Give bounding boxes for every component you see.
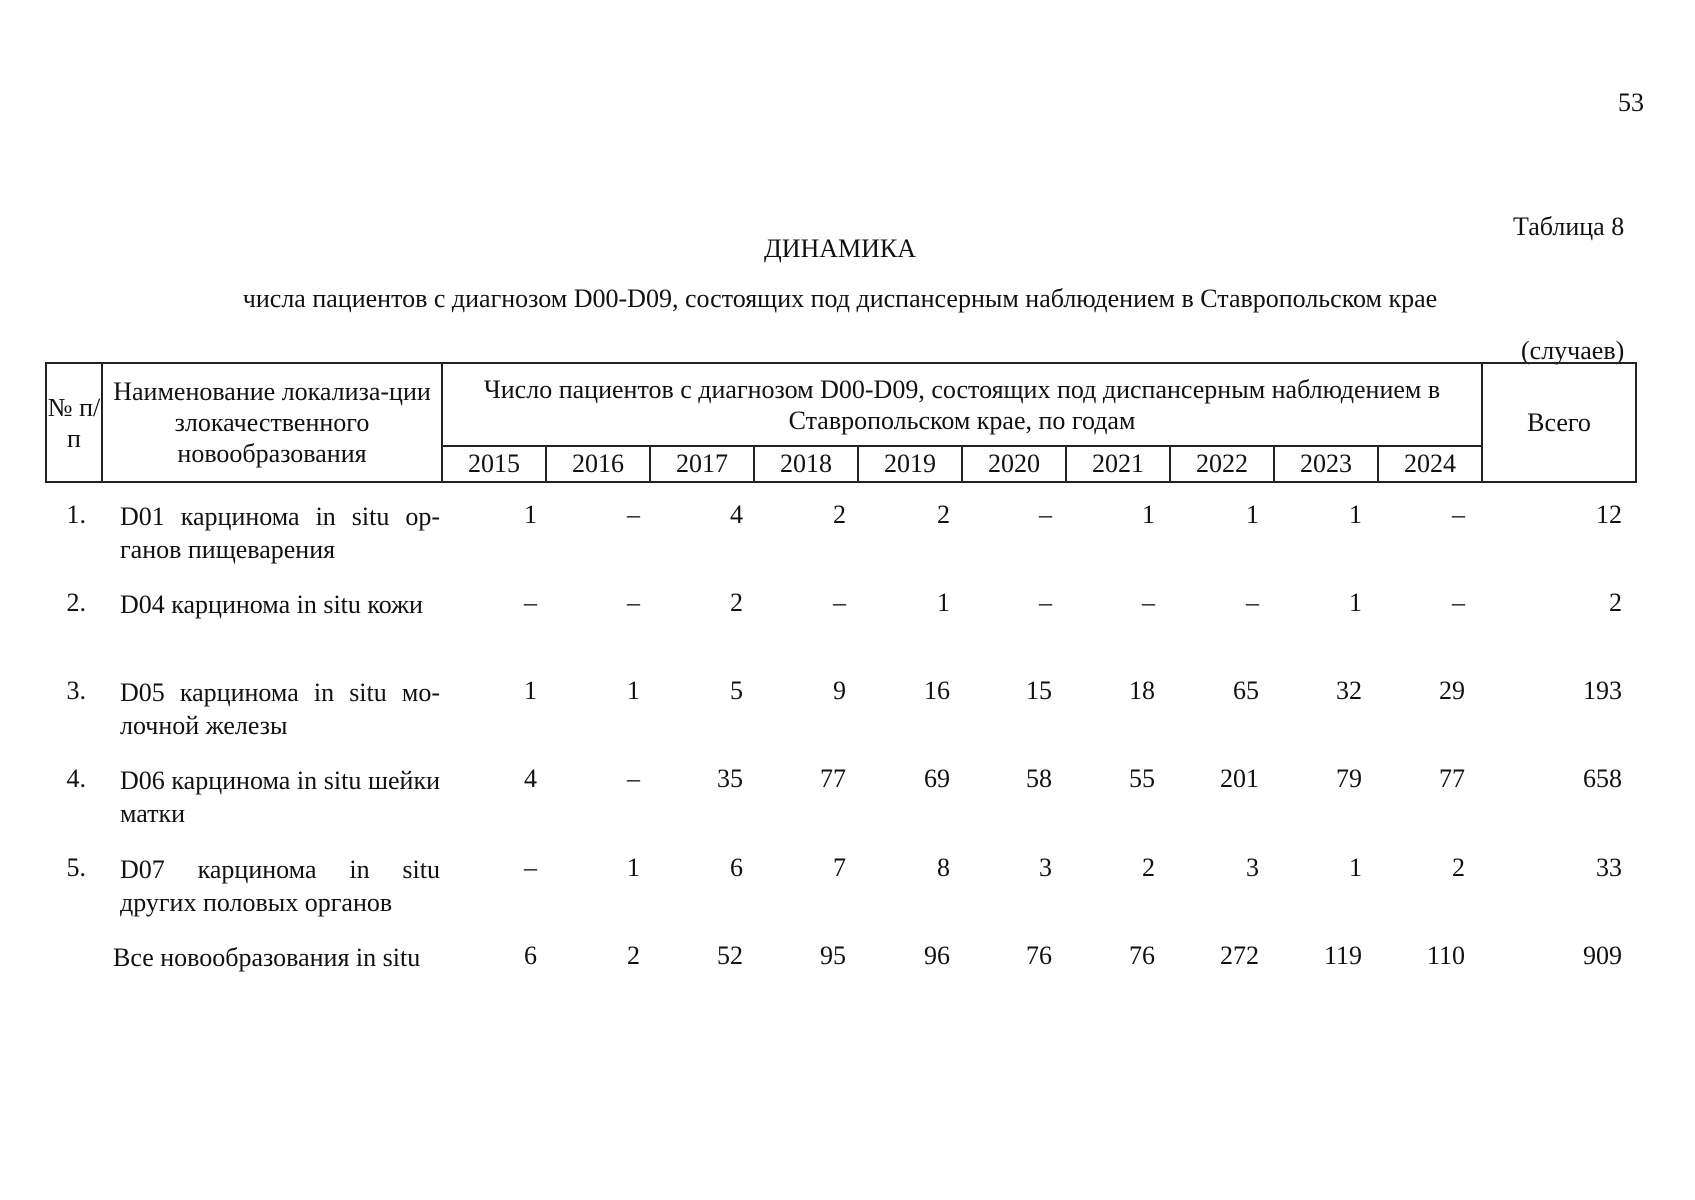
row-name: D06 карцинома in situ шейки матки bbox=[120, 766, 440, 828]
year-value: 2 bbox=[1142, 853, 1155, 882]
year-value: 29 bbox=[1439, 676, 1465, 705]
row-name: D07 карцинома in situ других половых органов bbox=[120, 855, 440, 917]
year-value: 79 bbox=[1336, 764, 1362, 793]
year-value: 201 bbox=[1220, 764, 1259, 793]
year-value: 1 bbox=[937, 588, 950, 617]
row-total: 193 bbox=[1583, 676, 1622, 705]
year-value: – bbox=[1246, 588, 1259, 617]
table-label: Таблица 8 bbox=[1513, 212, 1625, 241]
year-value: – bbox=[1039, 588, 1052, 617]
header-year: 2022 bbox=[1170, 446, 1274, 482]
row-total: 909 bbox=[1583, 941, 1622, 970]
year-value: 76 bbox=[1129, 941, 1155, 970]
year-value: 1 bbox=[1349, 853, 1362, 882]
row-name: D01 карцинома in situ ор-ганов пищеварения bbox=[120, 502, 440, 564]
year-value: – bbox=[1142, 588, 1155, 617]
year-value: 1 bbox=[1142, 500, 1155, 529]
header-year: 2016 bbox=[546, 446, 650, 482]
row-name: D05 карцинома in situ мо-лочной железы bbox=[120, 678, 440, 740]
header-total: Всего bbox=[1482, 363, 1636, 482]
year-value: 32 bbox=[1336, 676, 1362, 705]
year-value: 4 bbox=[730, 500, 743, 529]
row-number: 1. bbox=[66, 500, 86, 529]
year-value: 1 bbox=[1246, 500, 1259, 529]
row-name: Все новообразования in situ bbox=[113, 943, 421, 972]
row-number: 5. bbox=[66, 853, 86, 882]
year-value: 77 bbox=[820, 764, 846, 793]
year-value: 2 bbox=[730, 588, 743, 617]
row-total: 2 bbox=[1609, 588, 1622, 617]
units-label: (случаев) bbox=[1521, 336, 1625, 365]
row-total: 33 bbox=[1596, 853, 1622, 882]
table-header bbox=[45, 362, 1637, 483]
year-value: 95 bbox=[820, 941, 846, 970]
year-value: 16 bbox=[924, 676, 950, 705]
year-value: – bbox=[627, 500, 640, 529]
page-number: 53 bbox=[1618, 88, 1644, 117]
year-value: 18 bbox=[1129, 676, 1155, 705]
year-value: 52 bbox=[717, 941, 743, 970]
header-name: Наименование локализа-ции злокачественного новообразования bbox=[102, 363, 442, 482]
year-value: 58 bbox=[1026, 764, 1052, 793]
year-value: 119 bbox=[1323, 941, 1362, 970]
year-value: 55 bbox=[1129, 764, 1155, 793]
year-value: – bbox=[1039, 500, 1052, 529]
year-value: 6 bbox=[524, 941, 537, 970]
year-value: 2 bbox=[833, 500, 846, 529]
year-value: 1 bbox=[524, 676, 537, 705]
header-year: 2017 bbox=[650, 446, 754, 482]
year-value: – bbox=[524, 588, 537, 617]
year-value: 272 bbox=[1220, 941, 1259, 970]
year-value: 110 bbox=[1426, 941, 1465, 970]
year-value: 3 bbox=[1039, 853, 1052, 882]
year-value: 7 bbox=[833, 853, 846, 882]
header-year: 2023 bbox=[1274, 446, 1378, 482]
header-year: 2018 bbox=[754, 446, 858, 482]
row-total: 658 bbox=[1583, 764, 1622, 793]
year-value: – bbox=[627, 764, 640, 793]
year-value: 8 bbox=[937, 853, 950, 882]
document-title: ДИНАМИКА bbox=[763, 234, 917, 263]
year-value: 1 bbox=[627, 853, 640, 882]
header-year: 2021 bbox=[1066, 446, 1170, 482]
year-value: – bbox=[833, 588, 846, 617]
year-value: 6 bbox=[730, 853, 743, 882]
year-value: 5 bbox=[730, 676, 743, 705]
year-value: 76 bbox=[1026, 941, 1052, 970]
row-total: 12 bbox=[1596, 500, 1622, 529]
row-name: D04 карцинома in situ кожи bbox=[120, 590, 423, 619]
year-value: 3 bbox=[1246, 853, 1259, 882]
year-value: 35 bbox=[717, 764, 743, 793]
year-value: 1 bbox=[627, 676, 640, 705]
year-value: 2 bbox=[1452, 853, 1465, 882]
year-value: – bbox=[627, 588, 640, 617]
row-number: 4. bbox=[66, 764, 86, 793]
year-value: – bbox=[1452, 500, 1465, 529]
row-number: 2. bbox=[66, 588, 86, 617]
year-value: 77 bbox=[1439, 764, 1465, 793]
year-value: 1 bbox=[524, 500, 537, 529]
year-value: 15 bbox=[1026, 676, 1052, 705]
header-num: № п/п bbox=[46, 363, 102, 482]
year-value: 65 bbox=[1233, 676, 1259, 705]
year-value: 2 bbox=[627, 941, 640, 970]
header-year: 2015 bbox=[442, 446, 546, 482]
year-value: 96 bbox=[924, 941, 950, 970]
header-year: 2024 bbox=[1378, 446, 1482, 482]
year-value: 4 bbox=[524, 764, 537, 793]
row-number: 3. bbox=[66, 676, 86, 705]
year-value: – bbox=[1452, 588, 1465, 617]
header-group: Число пациентов с диагнозом D00-D09, состоящих под диспансерным наблюдением в Ставропольском крае, по годам bbox=[442, 363, 1482, 446]
year-value: – bbox=[524, 853, 537, 882]
document-subtitle: числа пациентов с диагнозом D00-D09, состоящих под диспансерным наблюдением в Ставропольском крае bbox=[242, 284, 1438, 313]
year-value: 1 bbox=[1349, 500, 1362, 529]
header-year: 2019 bbox=[858, 446, 962, 482]
year-value: 9 bbox=[833, 676, 846, 705]
year-value: 69 bbox=[924, 764, 950, 793]
year-value: 2 bbox=[937, 500, 950, 529]
header-year: 2020 bbox=[962, 446, 1066, 482]
year-value: 1 bbox=[1349, 588, 1362, 617]
